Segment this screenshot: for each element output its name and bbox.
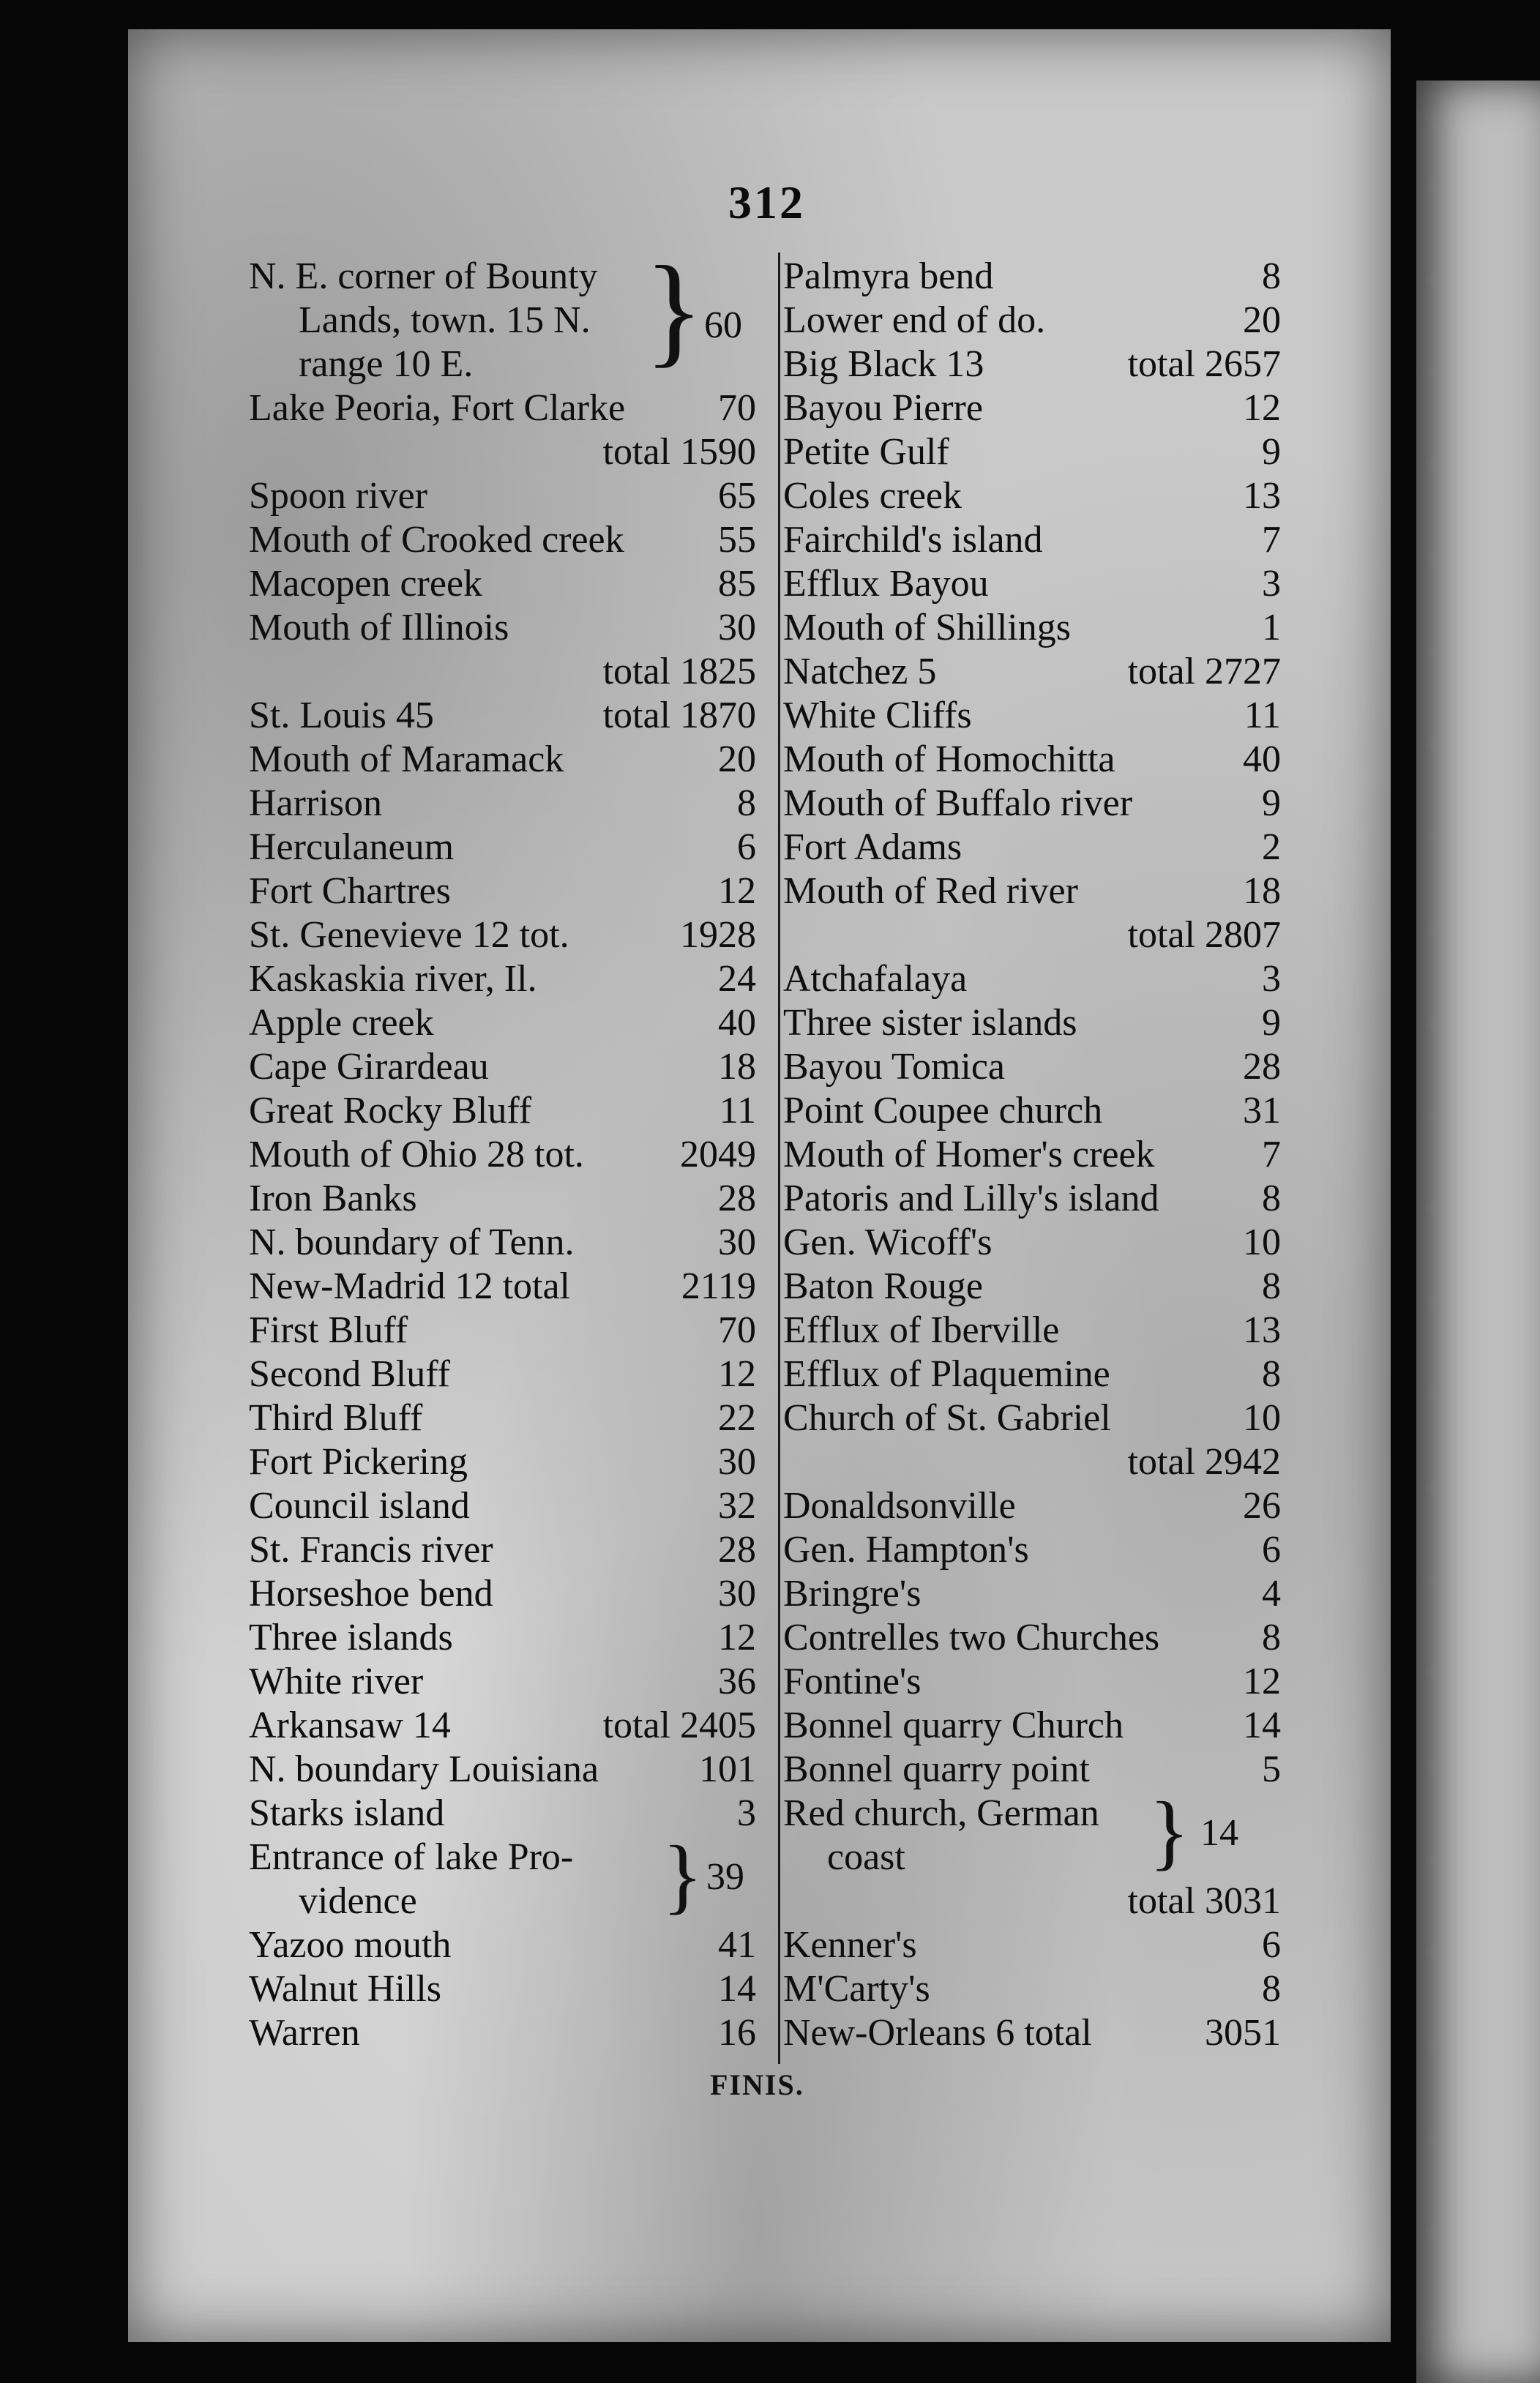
left-entry-place: Lake Peoria, Fort Clarke — [249, 387, 626, 429]
right-entry-row — [783, 255, 1281, 299]
right-entry-distance: total 2942 — [1127, 1441, 1281, 1483]
right-entry-place: Big Black 13 — [783, 343, 984, 385]
right-entry-row — [783, 474, 1281, 518]
left-entry-distance: 36 — [718, 1661, 756, 1702]
left-entry-distance: 2049 — [680, 1134, 756, 1175]
left-entry-place: Iron Banks — [249, 1178, 417, 1219]
left-entry-row — [249, 957, 756, 1001]
right-entry-place: Natchez 5 — [783, 651, 937, 692]
right-entry-distance: total 2657 — [1127, 343, 1281, 385]
right-entry-distance: 7 — [1262, 1134, 1281, 1175]
left-entry-place: Horseshoe bend — [249, 1573, 493, 1615]
left-entry-row — [249, 826, 756, 869]
left-entry-place: Kaskaskia river, Il. — [249, 958, 537, 1000]
left-entry-place: St. Louis 45 — [249, 695, 434, 736]
right-entry-row — [783, 1309, 1281, 1353]
left-entry-row — [249, 1265, 756, 1309]
left-entry-place: Mouth of Crooked creek — [249, 519, 624, 561]
left-entry-distance: 32 — [718, 1485, 756, 1527]
right-entry-place: Gen. Hampton's — [783, 1529, 1029, 1571]
right-entry-row — [783, 694, 1281, 738]
right-entry-row — [783, 826, 1281, 869]
left-entry-row — [249, 1440, 756, 1484]
left-entry-place: Warren — [249, 2012, 360, 2054]
left-entry-row — [249, 518, 756, 562]
left-entry-distance: 18 — [718, 1046, 756, 1088]
right-entry-place: Lower end of do. — [783, 299, 1046, 341]
right-entry-place: coast — [827, 1836, 905, 1878]
right-entry-place: Efflux of Iberville — [783, 1309, 1060, 1351]
right-entry-distance: 9 — [1262, 782, 1281, 824]
left-brace-2-value: 39 — [706, 1856, 744, 1898]
left-entry-distance: 70 — [718, 1309, 756, 1351]
right-entry-place: Red church, German — [783, 1792, 1099, 1834]
right-entry-distance: 3 — [1262, 563, 1281, 605]
left-entry-place: Apple creek — [249, 1002, 434, 1044]
right-entry-distance: 40 — [1243, 738, 1281, 780]
right-entry-place: Fontine's — [783, 1661, 922, 1702]
right-entry-row — [783, 1484, 1281, 1528]
right-entry-distance: 8 — [1262, 1265, 1281, 1307]
left-entry-distance: 24 — [718, 958, 756, 1000]
right-entry-distance: 20 — [1243, 299, 1281, 341]
right-entry-distance: 7 — [1262, 519, 1281, 561]
left-entry-row — [249, 1353, 756, 1396]
left-entry-place: Yazoo mouth — [249, 1924, 452, 1966]
left-entry-row — [249, 1967, 756, 2011]
left-entry-distance: 8 — [737, 782, 756, 824]
right-entry-distance: 9 — [1262, 1002, 1281, 1044]
right-entry-place: Petite Gulf — [783, 431, 949, 473]
right-entry-distance: 18 — [1243, 870, 1281, 912]
left-entry-distance: 1928 — [680, 914, 756, 956]
column-divider — [778, 252, 780, 2064]
right-brace-1: } — [1149, 1785, 1190, 1878]
left-entry-distance: 16 — [718, 2012, 756, 2054]
page-number: 312 — [728, 176, 805, 228]
left-entry-row — [249, 1309, 756, 1353]
right-entry-place: Kenner's — [783, 1924, 917, 1966]
left-entry-distance: total 1870 — [602, 695, 756, 736]
left-entry-distance: total 1825 — [602, 651, 756, 692]
right-entry-place: Bonnel quarry point — [783, 1748, 1090, 1790]
left-entry-row — [249, 1923, 756, 1967]
left-entry-place: Fort Pickering — [249, 1441, 468, 1483]
right-entry-row — [783, 430, 1281, 474]
right-entry-row — [783, 386, 1281, 430]
left-entry-distance: 22 — [718, 1397, 756, 1439]
left-entry-row — [249, 474, 756, 518]
right-entry-distance: 10 — [1243, 1222, 1281, 1263]
right-entry-distance: 26 — [1243, 1485, 1281, 1527]
left-entry-place: Three islands — [249, 1617, 453, 1658]
right-entry-row — [783, 913, 1281, 957]
right-entry-place: Mouth of Homochitta — [783, 738, 1115, 780]
left-brace-2: } — [662, 1829, 703, 1922]
left-entry-place: Second Bluff — [249, 1353, 450, 1395]
left-entry-row — [249, 869, 756, 913]
right-entry-row — [783, 1572, 1281, 1616]
right-entry-distance: 3 — [1262, 958, 1281, 1000]
right-entry-place: Atchafalaya — [783, 958, 968, 1000]
left-brace-1-value: 60 — [704, 304, 742, 346]
right-entry-row — [783, 1660, 1281, 1704]
left-entry-row — [249, 1660, 756, 1704]
left-entry-distance: 12 — [718, 870, 756, 912]
right-entry-row — [783, 1045, 1281, 1089]
right-entry-distance: 8 — [1262, 1178, 1281, 1219]
right-entry-distance: 6 — [1262, 1924, 1281, 1966]
right-entry-row — [783, 562, 1281, 606]
left-entry-place: range 10 E. — [299, 343, 474, 385]
left-entry-distance: 30 — [718, 607, 756, 648]
right-entry-distance: 8 — [1262, 1968, 1281, 2010]
right-entry-row — [783, 1221, 1281, 1265]
left-entry-distance: 28 — [718, 1529, 756, 1571]
left-entry-distance: 14 — [718, 1968, 756, 2010]
left-entry-place: Herculaneum — [249, 826, 455, 868]
right-entry-distance: 31 — [1243, 1090, 1281, 1131]
left-entry-distance: 65 — [718, 475, 756, 517]
left-entry-place: Third Bluff — [249, 1397, 423, 1439]
adjacent-page-edge — [1416, 81, 1540, 2383]
right-entry-place: Bayou Tomica — [783, 1046, 1006, 1088]
right-entry-distance: 6 — [1262, 1529, 1281, 1571]
left-entry-distance: 85 — [718, 563, 756, 605]
right-entry-place: Palmyra bend — [783, 255, 994, 297]
right-entry-row — [783, 1528, 1281, 1572]
right-entry-place: Patoris and Lilly's island — [783, 1178, 1159, 1219]
left-entry-place: Cape Girardeau — [249, 1046, 489, 1088]
left-entry-row — [249, 1704, 756, 1748]
right-entry-place: Coles creek — [783, 475, 962, 517]
right-entry-distance: 11 — [1244, 695, 1281, 736]
right-entry-row — [783, 1265, 1281, 1309]
right-brace-1-value: 14 — [1200, 1812, 1238, 1854]
left-entry-row — [249, 782, 756, 826]
left-entry-distance: 6 — [737, 826, 756, 868]
left-entry-place: New-Madrid 12 total — [249, 1265, 571, 1307]
right-entry-place: Mouth of Homer's creek — [783, 1134, 1155, 1175]
left-entry-row — [249, 650, 756, 694]
right-entry-row — [783, 1089, 1281, 1133]
left-entry-row — [249, 913, 756, 957]
left-entry-row — [249, 694, 756, 738]
right-entry-distance: 8 — [1262, 255, 1281, 297]
right-entry-place: Bonnel quarry Church — [783, 1705, 1124, 1746]
right-entry-row — [783, 1704, 1281, 1748]
right-entry-row — [783, 606, 1281, 650]
right-entry-row — [783, 869, 1281, 913]
left-entry-distance: 70 — [718, 387, 756, 429]
left-entry-place: Spoon river — [249, 475, 428, 517]
right-entry-row — [783, 299, 1281, 343]
left-entry-distance: total 1590 — [602, 431, 756, 473]
left-entry-place: Lands, town. 15 N. — [299, 299, 591, 341]
right-entry-place: White Cliffs — [783, 695, 972, 736]
right-entry-distance: 28 — [1243, 1046, 1281, 1088]
left-entry-row — [249, 1616, 756, 1660]
right-entry-distance: 8 — [1262, 1353, 1281, 1395]
right-entry-row — [783, 343, 1281, 386]
left-entry-distance: 12 — [718, 1617, 756, 1658]
left-entry-row — [249, 1045, 756, 1089]
left-entry-row — [249, 606, 756, 650]
finis-label: FINIS. — [710, 2068, 804, 2101]
left-entry-distance: 30 — [718, 1222, 756, 1263]
right-entry-distance: 4 — [1262, 1573, 1281, 1615]
left-entry-place: Arkansaw 14 — [249, 1705, 451, 1746]
right-entry-row — [783, 1967, 1281, 2011]
right-entry-row — [783, 650, 1281, 694]
left-entry-place: Great Rocky Bluff — [249, 1090, 532, 1131]
left-entry-place: Walnut Hills — [249, 1968, 442, 2010]
right-entry-row — [783, 1440, 1281, 1484]
left-entry-distance: 41 — [718, 1924, 756, 1966]
right-entry-distance: 5 — [1262, 1748, 1281, 1790]
left-entry-distance: total 2405 — [602, 1705, 756, 1746]
left-entry-place: Harrison — [249, 782, 382, 824]
right-entry-place: Donaldsonville — [783, 1485, 1016, 1527]
left-entry-distance: 30 — [718, 1573, 756, 1615]
right-entry-distance: 2 — [1262, 826, 1281, 868]
right-entry-distance: 8 — [1262, 1617, 1281, 1658]
left-entry-row — [249, 1748, 756, 1792]
right-entry-distance: total 3031 — [1127, 1880, 1281, 1922]
right-entry-row — [783, 1001, 1281, 1045]
right-entry-row — [783, 1748, 1281, 1792]
left-entry-distance: 12 — [718, 1353, 756, 1395]
left-entry-place: Council island — [249, 1485, 470, 1527]
right-entry-distance: 13 — [1243, 475, 1281, 517]
right-entry-row — [783, 1396, 1281, 1440]
left-entry-row — [249, 1572, 756, 1616]
left-entry-row — [249, 562, 756, 606]
right-entry-row — [783, 1177, 1281, 1221]
left-entry-place: Fort Chartres — [249, 870, 451, 912]
right-entry-place: Baton Rouge — [783, 1265, 983, 1307]
right-entry-row — [783, 957, 1281, 1001]
left-entry-distance: 2119 — [681, 1265, 756, 1307]
right-entry-distance: 3051 — [1205, 2012, 1281, 2054]
left-entry-place: N. boundary Louisiana — [249, 1748, 599, 1790]
left-entry-row — [249, 1177, 756, 1221]
right-entry-distance: 14 — [1243, 1705, 1281, 1746]
left-entry-distance: 3 — [737, 1792, 756, 1834]
right-entry-place: Mouth of Red river — [783, 870, 1078, 912]
right-entry-row — [783, 1616, 1281, 1660]
right-entry-distance: 1 — [1262, 607, 1281, 648]
right-entry-place: Gen. Wicoff's — [783, 1222, 993, 1263]
left-entry-place: N. E. corner of Bounty — [249, 255, 598, 297]
right-entry-place: Church of St. Gabriel — [783, 1397, 1111, 1439]
right-entry-distance: 12 — [1243, 1661, 1281, 1702]
right-entry-place: Bayou Pierre — [783, 387, 983, 429]
left-entry-distance: 55 — [718, 519, 756, 561]
left-entry-place: Mouth of Ohio 28 tot. — [249, 1134, 584, 1175]
right-entry-place: Efflux of Plaquemine — [783, 1353, 1110, 1395]
left-entry-row — [249, 2011, 756, 2055]
left-entry-row — [249, 1484, 756, 1528]
right-entry-distance: total 2727 — [1127, 651, 1281, 692]
left-entry-distance: 40 — [718, 1002, 756, 1044]
left-entry-place: White river — [249, 1661, 424, 1702]
right-entry-place: Mouth of Buffalo river — [783, 782, 1133, 824]
right-entry-place: Efflux Bayou — [783, 563, 989, 605]
left-entry-place: N. boundary of Tenn. — [249, 1222, 575, 1263]
left-entry-place: First Bluff — [249, 1309, 408, 1351]
left-entry-place: Mouth of Maramack — [249, 738, 564, 780]
left-entry-place: Starks island — [249, 1792, 445, 1834]
left-entry-row — [249, 1221, 756, 1265]
right-entry-place: Contrelles two Churches — [783, 1617, 1160, 1658]
left-entry-row — [249, 1528, 756, 1572]
left-entry-distance: 11 — [719, 1090, 756, 1131]
right-entry-place: Fort Adams — [783, 826, 962, 868]
right-entry-place: Three sister islands — [783, 1002, 1077, 1044]
left-entry-place: vidence — [299, 1880, 417, 1922]
right-entry-row — [783, 2011, 1281, 2055]
right-entry-row — [783, 1923, 1281, 1967]
left-entry-row — [249, 738, 756, 782]
right-entry-distance: total 2807 — [1127, 914, 1281, 956]
right-entry-place: New-Orleans 6 total — [783, 2012, 1092, 2054]
left-entry-row — [249, 386, 756, 430]
left-entry-row — [249, 1133, 756, 1177]
right-entry-place: Bringre's — [783, 1573, 922, 1615]
left-entry-distance: 28 — [718, 1178, 756, 1219]
left-brace-1: } — [644, 241, 704, 378]
right-entry-distance: 9 — [1262, 431, 1281, 473]
left-entry-place: St. Francis river — [249, 1529, 493, 1571]
left-entry-row — [249, 1001, 756, 1045]
right-entry-row — [783, 782, 1281, 826]
left-entry-distance: 101 — [699, 1748, 756, 1790]
left-entry-row — [249, 1396, 756, 1440]
left-entry-place: Mouth of Illinois — [249, 607, 509, 648]
right-entry-row — [783, 1353, 1281, 1396]
left-entry-place: Macopen creek — [249, 563, 483, 605]
right-entry-row — [783, 1133, 1281, 1177]
right-entry-place: Fairchild's island — [783, 519, 1043, 561]
right-entry-distance: 12 — [1243, 387, 1281, 429]
left-entry-distance: 20 — [718, 738, 756, 780]
left-entry-row — [249, 430, 756, 474]
left-entry-place: Entrance of lake Pro- — [249, 1836, 574, 1878]
right-entry-place: M'Carty's — [783, 1968, 930, 2010]
left-entry-place: St. Genevieve 12 tot. — [249, 914, 569, 956]
right-entry-place: Mouth of Shillings — [783, 607, 1071, 648]
right-entry-row — [783, 518, 1281, 562]
right-entry-place: Point Coupee church — [783, 1090, 1103, 1131]
right-entry-row — [783, 1879, 1281, 1923]
right-entry-row — [783, 738, 1281, 782]
right-entry-distance: 10 — [1243, 1397, 1281, 1439]
right-entry-distance: 13 — [1243, 1309, 1281, 1351]
left-entry-row — [249, 1089, 756, 1133]
left-entry-distance: 30 — [718, 1441, 756, 1483]
